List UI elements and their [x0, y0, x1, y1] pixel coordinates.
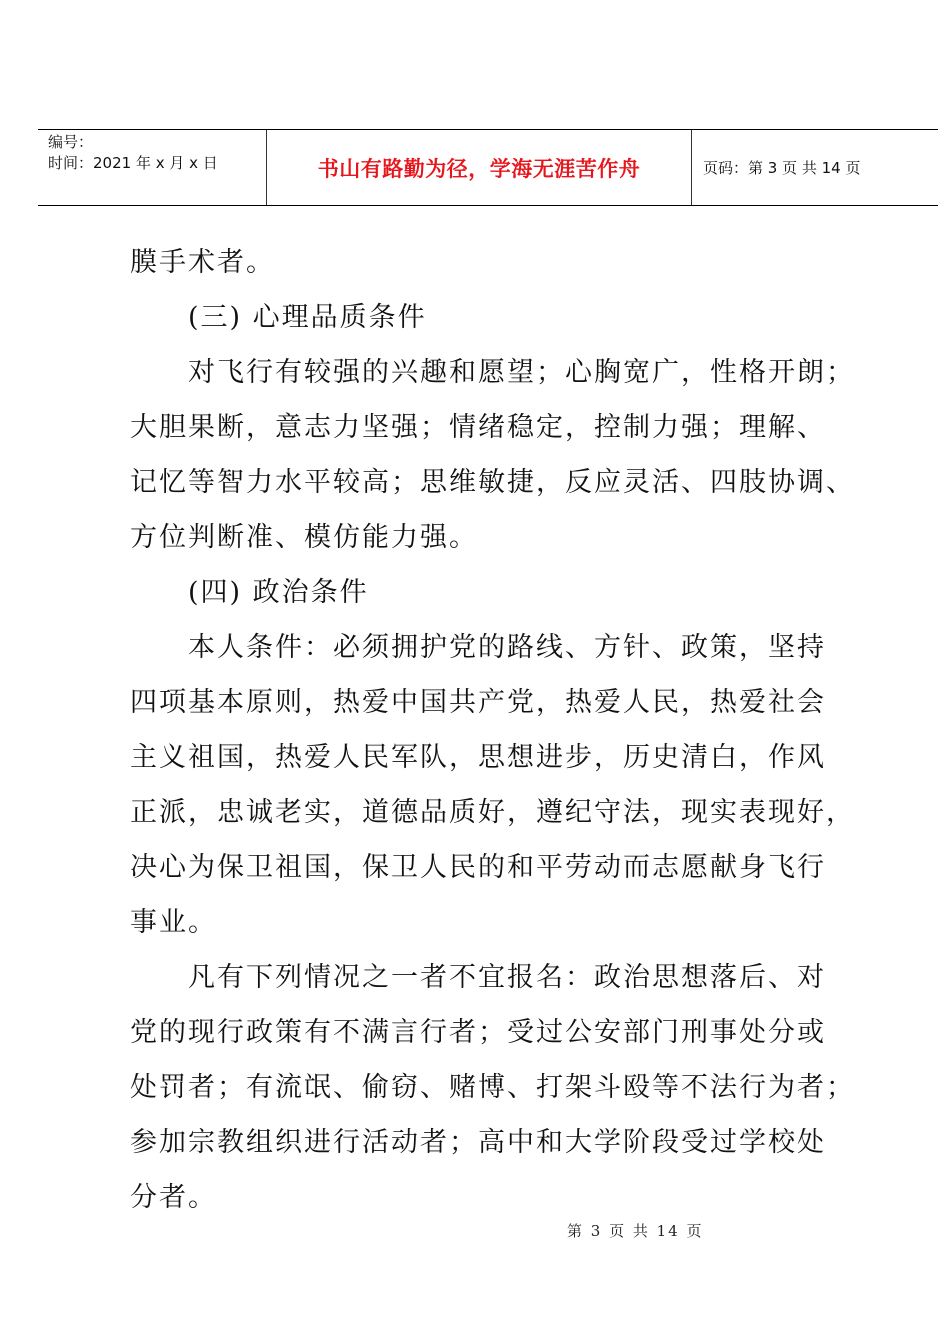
header-page-cell [692, 130, 938, 205]
header-page-info: 页码：第 3 页 共 14 页 [703, 159, 861, 177]
document-number-label: 编号： [48, 133, 94, 151]
paragraph-line: 本人条件：必须拥护党的路线、方针、政策，坚持 [188, 632, 826, 663]
paragraph-line: 分者。 [130, 1182, 217, 1213]
page-footer: 第 3 页 共 14 页 [567, 1222, 704, 1240]
paragraph-line: 凡有下列情况之一者不宜报名：政治思想落后、对 [188, 962, 826, 993]
document-body [130, 240, 860, 1220]
document-date-label: 时间：2021 年 x 月 x 日 [48, 154, 218, 172]
paragraph-line: 参加宗教组织进行活动者；高中和大学阶段受过学校处 [130, 1127, 826, 1158]
paragraph-line: 主义祖国，热爱人民军队，思想进步，历史清白，作风 [130, 742, 826, 773]
paragraph-line: (三) 心理品质条件 [188, 302, 427, 333]
document-header-table [38, 129, 938, 206]
paragraph-line: 正派，忠诚老实，道德品质好，遵纪守法，现实表现好， [130, 797, 855, 828]
header-motto-cell [267, 130, 692, 205]
paragraph-line: 处罚者；有流氓、偷窃、赌博、打架斗殴等不法行为者； [130, 1072, 855, 1103]
paragraph-line: 决心为保卫祖国，保卫人民的和平劳动而志愿献身飞行 [130, 852, 826, 883]
paragraph-line: 对飞行有较强的兴趣和愿望；心胸宽广，性格开朗； [188, 357, 855, 388]
paragraph-line: 方位判断准、模仿能力强。 [130, 522, 478, 553]
paragraph-line: 四项基本原则，热爱中国共产党，热爱人民，热爱社会 [130, 687, 826, 718]
paragraph-line: 膜手术者。 [130, 247, 275, 278]
header-meta-cell [38, 130, 267, 205]
paragraph-line: 党的现行政策有不满言行者；受过公安部门刑事处分或 [130, 1017, 826, 1048]
paragraph-line: 事业。 [130, 907, 217, 938]
paragraph-line: (四) 政治条件 [188, 577, 369, 608]
paragraph-line: 记忆等智力水平较高；思维敏捷，反应灵活、四肢协调、 [130, 467, 855, 498]
paragraph-line: 大胆果断，意志力坚强；情绪稳定，控制力强；理解、 [130, 412, 826, 443]
header-motto: 书山有路勤为径，学海无涯苦作舟 [317, 156, 641, 181]
